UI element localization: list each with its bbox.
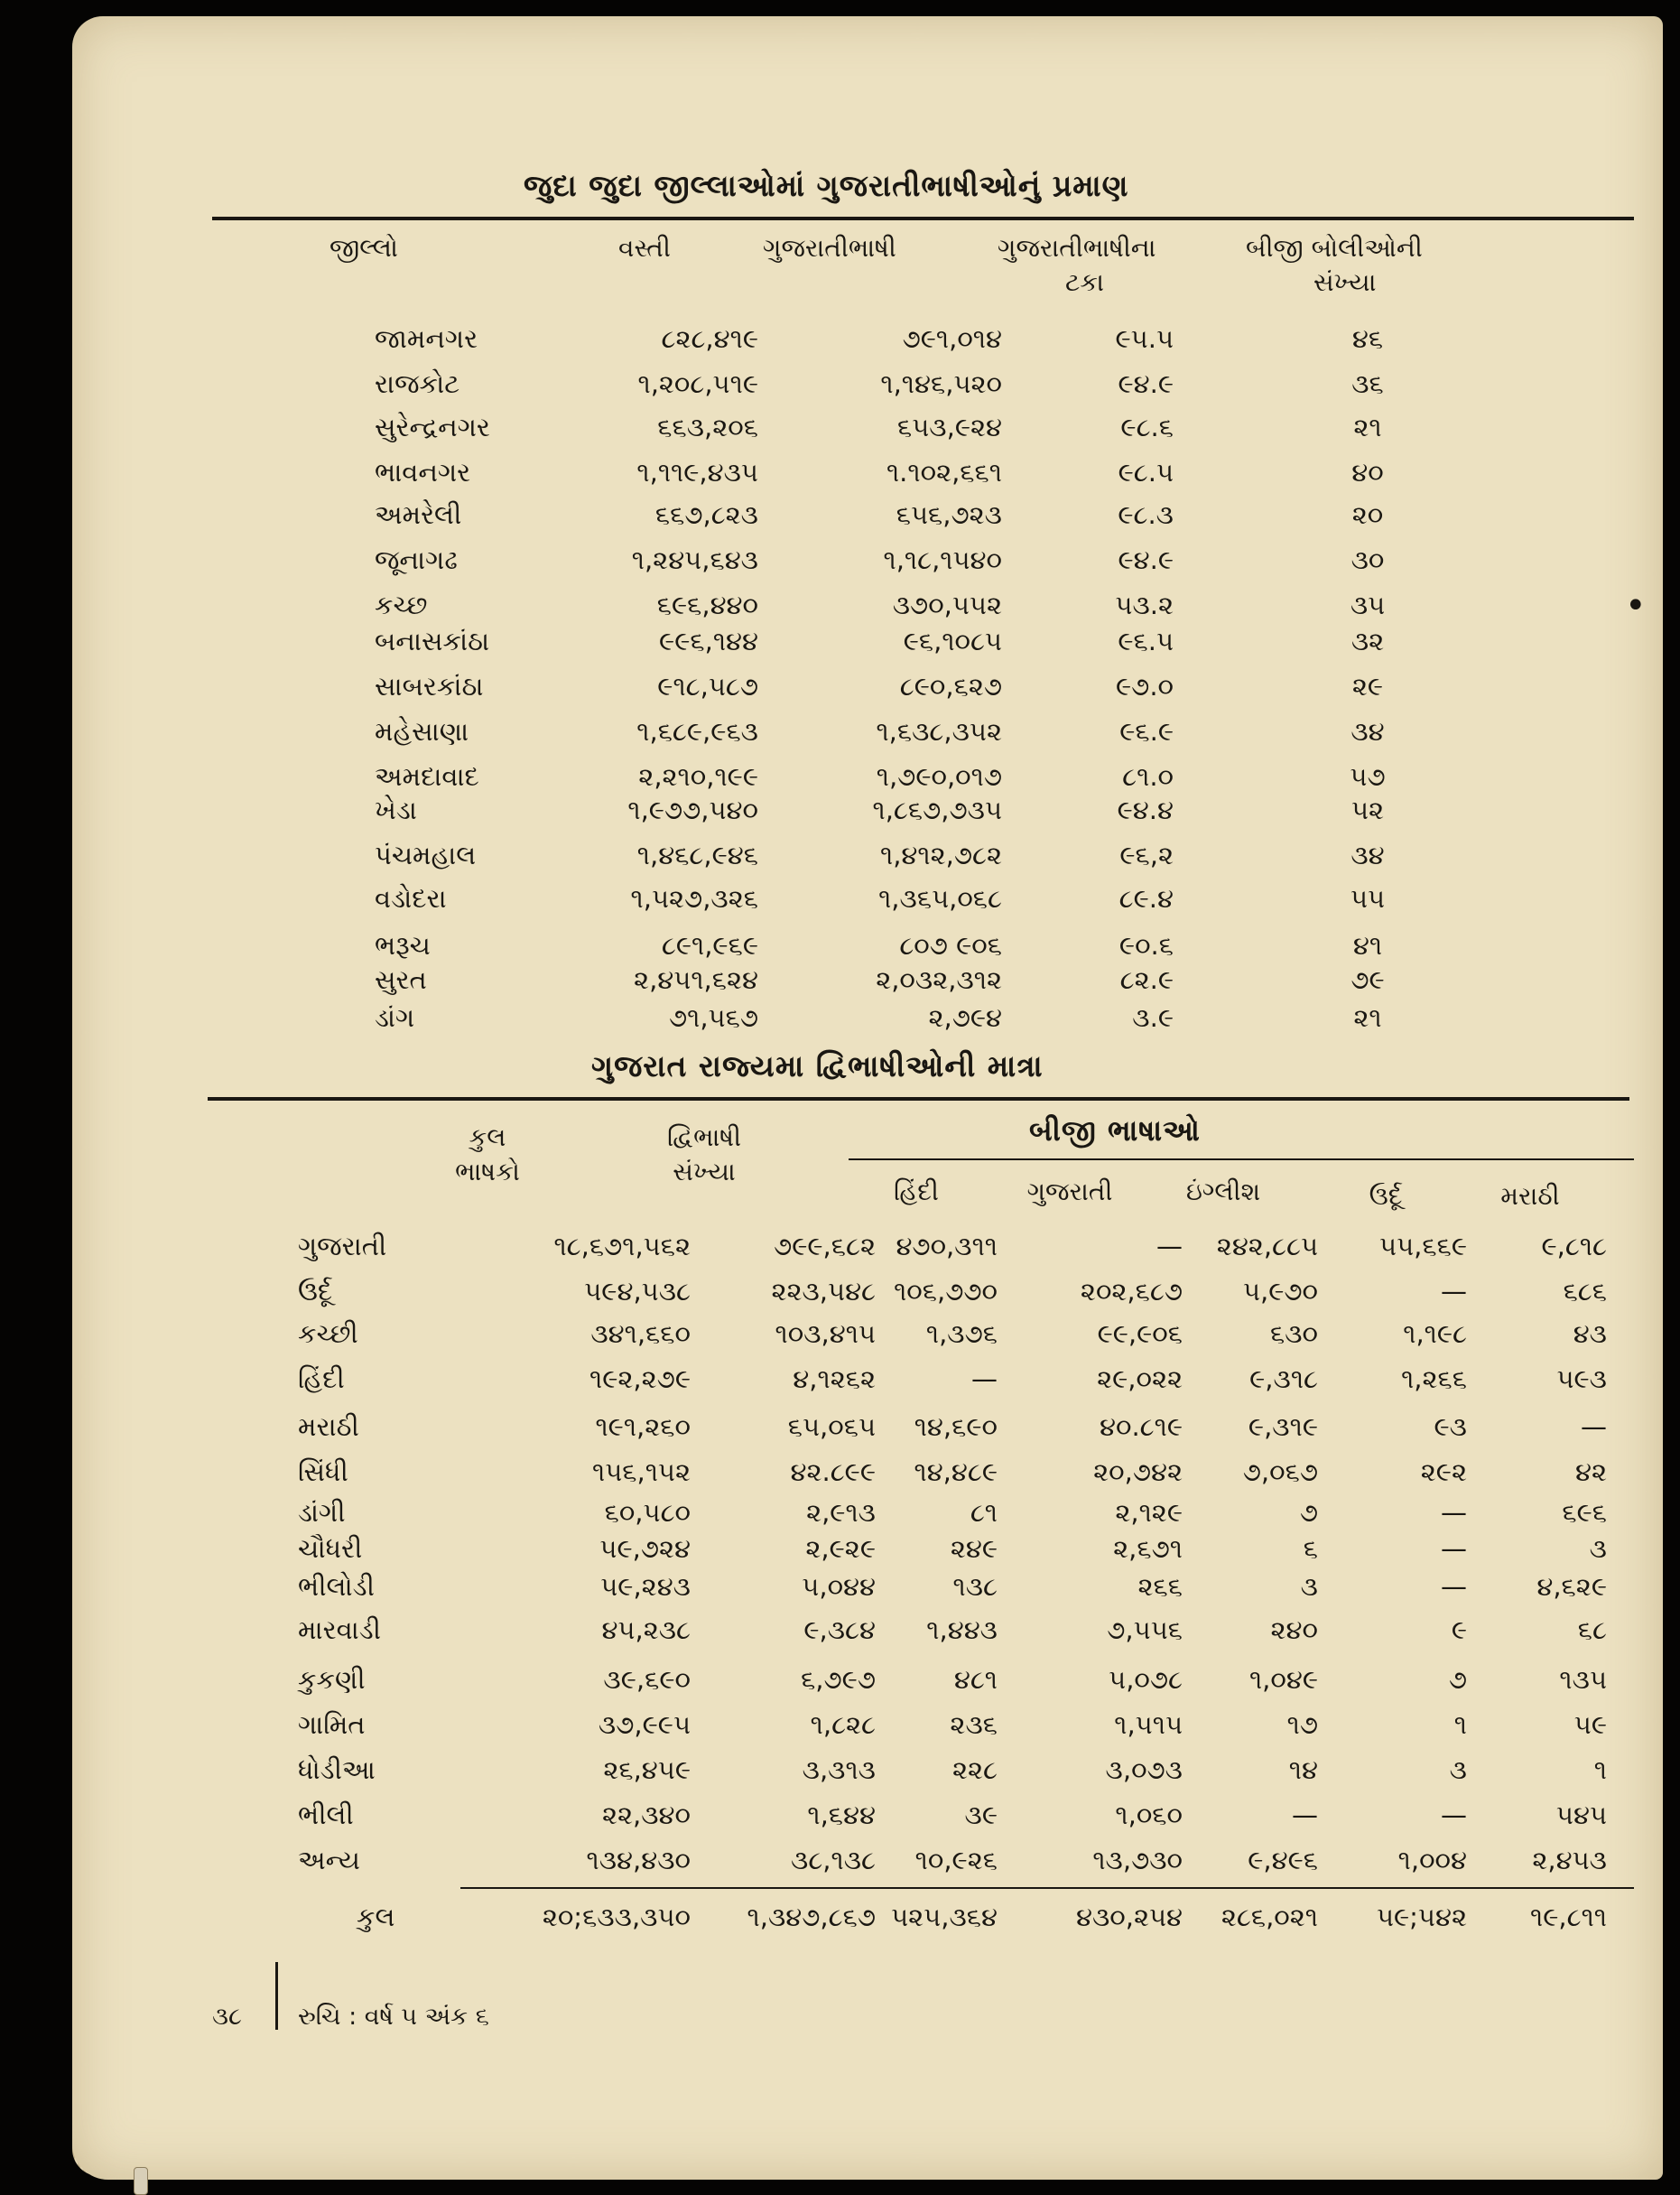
t2-cell-bilingual: ૨,૯૨૯ xyxy=(805,1533,876,1564)
t1-row xyxy=(72,412,1663,448)
t2-cell-total: ૩૭,૯૯૫ xyxy=(598,1709,691,1740)
t2-cell-hindi: ૧,૪૪૩ xyxy=(926,1614,998,1645)
t2-cell-gujarati: ૨,૧૨૯ xyxy=(1115,1497,1183,1528)
t2-row xyxy=(72,1363,1663,1400)
t2-cell-total: ૧૯૧,૨૬૦ xyxy=(595,1411,691,1442)
t2-cell-lang: મારવાડી xyxy=(298,1614,381,1645)
t1-cell-population: ૧,૯૭૭,૫૪૦ xyxy=(627,795,758,825)
t2-cell-english: ૬ xyxy=(1303,1533,1318,1564)
t1-cell-population: ૧,૨૦૮,૫૧૯ xyxy=(637,368,758,399)
t2-cell-urdu: ૯ xyxy=(1451,1614,1467,1645)
t1-cell-dialects: ૨૧ xyxy=(1353,412,1382,442)
t2-cell-marathi: ૫૯૩ xyxy=(1556,1363,1607,1394)
t2-cell-total: ૧૮,૬૭૧,૫૬૨ xyxy=(553,1231,691,1261)
t1-cell-gujarati: ૬૫૩,૯૨૪ xyxy=(897,412,1002,442)
t2-cell-english: ૨૪૦ xyxy=(1270,1614,1318,1645)
t1-cell-population: ૧,૨૪૫,૬૪૩ xyxy=(631,544,758,575)
t2-cell-total: ૫૯,૭૨૪ xyxy=(599,1533,691,1564)
t2-row xyxy=(72,1231,1663,1267)
t2-cell-bilingual: ૬૫,૦૬૫ xyxy=(787,1411,876,1442)
t2-cell-total: ૧૩૪,૪૩૦ xyxy=(586,1845,691,1875)
t1-cell-district: અમરેલી xyxy=(375,499,462,530)
t2-cell-lang: ઉર્દૂ xyxy=(298,1276,333,1307)
t1-header-district: જીલ્લો xyxy=(330,233,398,263)
t2-header-marathi: મરાઠી xyxy=(1500,1181,1560,1211)
t1-cell-gujarati: ૮૦૭ ૯૦૬ xyxy=(899,930,1002,961)
t2-cell-marathi: ૪૨ xyxy=(1574,1456,1607,1487)
table1-title: જુદા જુદા જીલ્લાઓમાં ગુજરાતીભાષીઓનું પ્રમાણ xyxy=(524,168,1129,203)
t1-cell-dialects: ૩૪ xyxy=(1350,840,1385,870)
t2-cell-english: ૯,૩૧૯ xyxy=(1248,1411,1318,1442)
t1-cell-population: ૧,૫૨૭,૩૨૬ xyxy=(630,883,758,914)
t2-cell-lang: હિંદી xyxy=(298,1363,345,1394)
t2-cell-marathi: ૬૯૬ xyxy=(1562,1497,1607,1528)
t2-subheader-rule xyxy=(849,1158,1634,1160)
t1-cell-district: વડોદરા xyxy=(375,883,447,914)
t1-cell-population: ૨,૪૫૧,૬૨૪ xyxy=(634,964,758,995)
t2-cell-english: ૭,૦૬૭ xyxy=(1242,1456,1318,1487)
t2-cell-bilingual: ૬,૭૯૭ xyxy=(801,1664,876,1695)
t2-cell-marathi: ૫૪૫ xyxy=(1555,1800,1607,1830)
t1-cell-gujarati: ૯૬,૧૦૮૫ xyxy=(903,626,1002,656)
t2-row xyxy=(72,1533,1663,1569)
t2-cell-hindi: ૪૭૦,૩૧૧ xyxy=(896,1231,998,1261)
t2-row xyxy=(72,1664,1663,1700)
t2-cell-gujarati: ૯૯,૯૦૬ xyxy=(1097,1318,1183,1349)
t2-cell-english: ૨૪૨,૮૮૫ xyxy=(1216,1231,1318,1261)
t1-cell-dialects: ૨૧ xyxy=(1353,1002,1382,1033)
t2-row xyxy=(72,1318,1663,1354)
t2-cell-gujarati: ૪૦.૮૧૯ xyxy=(1100,1411,1183,1442)
t2-cell-marathi: — xyxy=(1581,1411,1607,1442)
t2-cell-hindi: ૩૯ xyxy=(964,1800,998,1830)
t2-cell-total: ૪૫,૨૩૮ xyxy=(601,1614,691,1645)
t2-cell-marathi: ૩ xyxy=(1589,1533,1607,1564)
t2-cell-lang: ભીલોડી xyxy=(298,1571,375,1602)
t2-total-urdu: ૫૯;૫૪૨ xyxy=(1376,1902,1467,1932)
t2-cell-english: ૩ xyxy=(1300,1571,1318,1602)
t2-cell-bilingual: ૨,૯૧૩ xyxy=(806,1497,876,1528)
t2-row xyxy=(72,1754,1663,1790)
t1-header-other-dialects-1: બીજી બોલીઓની xyxy=(1246,233,1423,263)
t1-cell-gujarati: ૧,૩૬૫,૦૬૮ xyxy=(878,883,1002,914)
t2-cell-urdu: ૯૩ xyxy=(1434,1411,1467,1442)
t1-cell-district: રાજકોટ xyxy=(375,368,460,399)
t2-cell-gujarati: ૩,૦૭૩ xyxy=(1105,1754,1183,1785)
t2-cell-urdu: ૧,૧૯૮ xyxy=(1403,1318,1467,1349)
t2-cell-gujarati: ૨૦૨,૬૮૭ xyxy=(1080,1276,1183,1307)
t1-cell-percent: ૯૫.૫ xyxy=(1115,323,1174,354)
t2-cell-marathi: ૧ xyxy=(1593,1754,1607,1785)
t1-row xyxy=(72,761,1663,797)
t1-cell-dialects: ૨૦ xyxy=(1351,499,1384,530)
t2-cell-bilingual: ૧૦૩,૪૧૫ xyxy=(775,1318,876,1349)
t1-cell-dialects: ૩૬ xyxy=(1351,368,1384,399)
t1-cell-dialects: ૫૨ xyxy=(1350,795,1385,825)
t1-cell-gujarati: ૮૯૦,૬૨૭ xyxy=(899,671,1002,702)
t2-cell-lang: ગામિત xyxy=(298,1709,366,1740)
t1-cell-gujarati: ૧,૮૬૭,૭૩૫ xyxy=(872,795,1002,825)
t2-cell-urdu: ૫૫,૬૬૯ xyxy=(1379,1231,1467,1261)
t2-total-bilingual: ૧,૩૪૭,૮૬૭ xyxy=(747,1902,876,1932)
t2-cell-lang: મરાઠી xyxy=(298,1411,359,1442)
t1-cell-gujarati: ૨,૦૩૨,૩૧૨ xyxy=(876,964,1002,995)
page-number: ૩૮ xyxy=(212,2003,242,2031)
t2-cell-lang: કચ્છી xyxy=(298,1318,358,1349)
t2-cell-marathi: ૬૮૬ xyxy=(1563,1276,1607,1307)
t2-cell-bilingual: ૧,૮૨૮ xyxy=(810,1709,876,1740)
t2-cell-total: ૫૯,૨૪૩ xyxy=(600,1571,691,1602)
t2-total-rule xyxy=(460,1887,1634,1889)
t1-cell-percent: ૯૮.૩ xyxy=(1118,499,1174,530)
t1-cell-percent: ૮૯.૪ xyxy=(1118,883,1174,914)
t1-row xyxy=(72,590,1663,626)
t1-cell-district: ડાંગ xyxy=(375,1002,415,1033)
t2-header-total-speakers-1: કુલ xyxy=(469,1122,506,1152)
t1-cell-percent: ૯૪.૪ xyxy=(1117,795,1174,825)
t1-header-percent-1: ગુજરાતીભાષીના xyxy=(998,233,1156,263)
t2-header-hindi: હિંદી xyxy=(894,1177,939,1206)
t1-cell-dialects: ૭૯ xyxy=(1350,964,1385,995)
t2-cell-hindi: ૧,૩૭૬ xyxy=(925,1318,998,1349)
t1-row xyxy=(72,883,1663,919)
t2-header-bilingual-1: દ્વિભાષી xyxy=(666,1122,741,1152)
t1-cell-percent: ૯૬,૨ xyxy=(1119,840,1174,870)
t1-header-population: વસ્તી xyxy=(618,233,671,263)
t2-cell-hindi: ૨૩૬ xyxy=(950,1709,998,1740)
t2-cell-english: ૯,૪૯૬ xyxy=(1248,1845,1318,1875)
t2-cell-bilingual: ૩૮,૧૩૮ xyxy=(791,1845,876,1875)
t1-cell-percent: ૯૮.૬ xyxy=(1120,412,1174,442)
t1-cell-percent: ૯૬.૫ xyxy=(1118,626,1174,656)
t1-cell-population: ૬૬૭,૮૨૩ xyxy=(654,499,758,530)
t2-cell-gujarati: ૫,૦૭૮ xyxy=(1109,1664,1183,1695)
t2-cell-marathi: ૪,૬૨૯ xyxy=(1536,1571,1607,1602)
t2-cell-hindi: ૨૪૯ xyxy=(950,1533,998,1564)
t2-cell-urdu: ૩ xyxy=(1449,1754,1467,1785)
t1-cell-gujarati: ૨,૭૯૪ xyxy=(928,1002,1002,1033)
t2-cell-hindi: — xyxy=(971,1363,998,1394)
t2-cell-total: ૩૪૧,૬૬૦ xyxy=(590,1318,691,1349)
t1-cell-population: ૮૨૮,૪૧૯ xyxy=(661,323,758,354)
t2-cell-bilingual: ૭૯૯,૬૮૨ xyxy=(774,1231,876,1261)
t1-cell-district: અમદાવાદ xyxy=(375,761,479,792)
t1-cell-dialects: ૫૭ xyxy=(1350,761,1386,792)
t2-cell-urdu: ૧,૨૬૬ xyxy=(1401,1363,1467,1394)
t2-cell-total: ૨૬,૪૫૯ xyxy=(603,1754,691,1785)
t1-cell-percent: ૯૬.૯ xyxy=(1119,716,1174,747)
t2-cell-english: ૫,૯૭૦ xyxy=(1242,1276,1318,1307)
t2-cell-bilingual: ૧,૬૪૪ xyxy=(807,1800,876,1830)
t1-cell-dialects: ૪૦ xyxy=(1351,457,1384,488)
t2-cell-gujarati: ૨૬૬ xyxy=(1137,1571,1183,1602)
t2-row xyxy=(72,1845,1663,1881)
t1-cell-gujarati: ૧,૧૪૬,૫૨૦ xyxy=(880,368,1002,399)
t2-cell-english: ૧૭ xyxy=(1286,1709,1318,1740)
t2-cell-english: ૭ xyxy=(1299,1497,1318,1528)
t1-row xyxy=(72,457,1663,493)
t2-cell-marathi: ૧૩૫ xyxy=(1559,1664,1607,1695)
t1-cell-population: ૬૯૬,૪૪૦ xyxy=(656,590,758,620)
t2-row xyxy=(72,1411,1663,1447)
t2-cell-marathi: ૬૮ xyxy=(1577,1614,1607,1645)
t1-cell-district: ભરૂચ xyxy=(375,930,431,961)
t2-cell-lang: સિંધી xyxy=(298,1456,348,1487)
t2-cell-bilingual: ૯,૩૮૪ xyxy=(803,1614,876,1645)
t1-cell-percent: ૯૦.૬ xyxy=(1118,930,1174,961)
t2-cell-urdu: ૧,૦૦૪ xyxy=(1397,1845,1467,1875)
t2-cell-total: ૬૦,૫૮૦ xyxy=(604,1497,691,1528)
footer-divider xyxy=(275,1962,278,2030)
t1-cell-district: કચ્છ xyxy=(375,590,428,620)
t2-cell-bilingual: ૪,૧૨૬૨ xyxy=(793,1363,876,1394)
t2-cell-lang: ગુજરાતી xyxy=(298,1231,387,1261)
t2-row xyxy=(72,1497,1663,1533)
t2-cell-lang: કુકણી xyxy=(298,1664,366,1695)
t2-cell-hindi: ૪૮૧ xyxy=(953,1664,998,1695)
t2-cell-hindi: ૧૪,૪૮૯ xyxy=(914,1456,998,1487)
table1-top-rule xyxy=(212,217,1634,220)
t1-cell-percent: ૫૩.૨ xyxy=(1115,590,1174,620)
t1-cell-population: ૨,૨૧૦,૧૯૯ xyxy=(638,761,758,792)
t2-cell-english: ૧,૦૪૯ xyxy=(1248,1664,1318,1695)
t2-cell-lang: ધોડીઆ xyxy=(298,1754,376,1785)
t2-cell-hindi: ૨૨૮ xyxy=(952,1754,998,1785)
t1-cell-district: સુરેન્દ્રનગર xyxy=(375,412,490,442)
t2-cell-lang: ચૌધરી xyxy=(298,1533,363,1564)
t2-cell-urdu: — xyxy=(1441,1497,1467,1528)
t1-cell-dialects: ૨૯ xyxy=(1351,671,1384,702)
t1-cell-gujarati: ૧,૬૩૮,૩૫૨ xyxy=(876,716,1002,747)
t1-cell-district: ખેડા xyxy=(375,795,417,825)
t1-row xyxy=(72,671,1663,707)
t1-cell-district: સાબરકાંઠા xyxy=(375,671,484,702)
t1-cell-district: જૂનાગઢ xyxy=(375,544,458,575)
t2-row xyxy=(72,1571,1663,1607)
t2-cell-hindi: ૧૦,૯૨૬ xyxy=(914,1845,998,1875)
t1-cell-population: ૧,૧૧૯,૪૩૫ xyxy=(636,457,758,488)
t2-cell-total: ૨૨,૩૪૦ xyxy=(601,1800,691,1830)
t1-cell-gujarati: ૧,૭૯૦,૦૧૭ xyxy=(876,761,1002,792)
t2-cell-lang: ડાંગી xyxy=(298,1497,346,1528)
t2-row xyxy=(72,1614,1663,1651)
t2-cell-gujarati: ૨૦,૭૪૨ xyxy=(1093,1456,1183,1487)
t2-cell-gujarati: ૨,૬૭૧ xyxy=(1113,1533,1183,1564)
t1-row xyxy=(72,368,1663,405)
t2-cell-urdu: ૨૯૨ xyxy=(1420,1456,1467,1487)
t1-cell-population: ૮૯૧,૯૬૯ xyxy=(661,930,758,961)
t1-cell-dialects: ૫૫ xyxy=(1350,883,1386,914)
t2-cell-hindi: ૧૦૬,૭૭૦ xyxy=(894,1276,998,1307)
t1-cell-percent: ૯૭.૦ xyxy=(1116,671,1174,702)
t1-cell-district: સુરત xyxy=(375,964,427,995)
t1-cell-district: બનાસકાંઠા xyxy=(375,626,490,656)
t2-cell-total: ૧૯૨,૨૭૯ xyxy=(589,1363,691,1394)
t2-cell-gujarati: — xyxy=(1156,1231,1183,1261)
t2-header-gujarati: ગુજરાતી xyxy=(1026,1177,1113,1206)
t1-cell-gujarati: ૧.૧૦૨,૬૬૧ xyxy=(886,457,1002,488)
t1-cell-gujarati: ૩૭૦,૫૫૨ xyxy=(892,590,1002,620)
t2-cell-english: ૯,૩૧૮ xyxy=(1249,1363,1318,1394)
t2-cell-marathi: ૯,૮૧૮ xyxy=(1541,1231,1607,1261)
t1-cell-population: ૧,૬૮૯,૯૬૩ xyxy=(636,716,758,747)
t1-cell-dialects: ૩૪ xyxy=(1350,716,1385,747)
t1-row xyxy=(72,626,1663,662)
t2-cell-urdu: — xyxy=(1441,1276,1467,1307)
t2-cell-urdu: — xyxy=(1441,1571,1467,1602)
t2-total-label: કુલ xyxy=(357,1902,395,1932)
t2-cell-gujarati: ૭,૫૫૬ xyxy=(1107,1614,1183,1645)
t2-total-gujarati: ૪૩૦,૨૫૪ xyxy=(1075,1902,1183,1932)
page xyxy=(72,16,1663,2180)
t2-cell-marathi: ૫૯ xyxy=(1573,1709,1607,1740)
t1-cell-dialects: ૩૦ xyxy=(1350,544,1385,575)
t1-row xyxy=(72,323,1663,359)
table2-top-rule xyxy=(208,1097,1629,1101)
t1-cell-percent: ૯૪.૯ xyxy=(1118,368,1174,399)
t2-cell-urdu: — xyxy=(1441,1533,1467,1564)
t2-cell-gujarati: ૨૯,૦૨૨ xyxy=(1097,1363,1183,1394)
table2-title: ગુજરાત રાજ્યમા દ્વિભાષીઓની માત્રા xyxy=(591,1048,1044,1084)
t1-cell-dialects: ૩૨ xyxy=(1350,626,1385,656)
t2-cell-total: ૩૯,૬૯૦ xyxy=(603,1664,691,1695)
t1-cell-gujarati: ૭૯૧,૦૧૪ xyxy=(902,323,1002,354)
t2-cell-english: ૧૪ xyxy=(1288,1754,1318,1785)
t2-row xyxy=(72,1800,1663,1836)
t1-cell-population: ૬૬૩,૨૦૬ xyxy=(657,412,758,442)
t1-cell-district: ભાવનગર xyxy=(375,457,471,488)
margin-mark: • xyxy=(1625,585,1647,627)
t1-row xyxy=(72,964,1663,1000)
t2-cell-bilingual: ૫,૦૪૪ xyxy=(802,1571,876,1602)
t1-cell-percent: ૯૮.૫ xyxy=(1118,457,1174,488)
t2-cell-urdu: — xyxy=(1441,1800,1467,1830)
t2-cell-urdu: ૭ xyxy=(1448,1664,1467,1695)
t1-cell-district: મહેસાણા xyxy=(375,716,469,747)
t1-cell-dialects: ૩૫ xyxy=(1350,590,1386,620)
t2-cell-hindi: ૧૩૮ xyxy=(952,1571,998,1602)
t1-cell-population: ૯૯૬,૧૪૪ xyxy=(659,626,758,656)
t1-row xyxy=(72,795,1663,831)
t2-cell-total: ૫૯૪,૫૩૮ xyxy=(584,1276,691,1307)
t1-cell-percent: ૩.૯ xyxy=(1132,1002,1174,1033)
t2-row xyxy=(72,1709,1663,1745)
t2-cell-gujarati: ૧૩,૭૩૦ xyxy=(1092,1845,1183,1875)
footer-issue: રુચિ : વર્ષ ૫ અંક ૬ xyxy=(298,2003,489,2031)
t1-cell-dialects: ૪૬ xyxy=(1351,323,1384,354)
bookmark-ribbon xyxy=(134,2167,148,2195)
t2-cell-bilingual: ૩,૩૧૩ xyxy=(802,1754,876,1785)
t1-cell-percent: ૮૧.૦ xyxy=(1122,761,1174,792)
t2-total-hindi: ૫૨૫,૩૬૪ xyxy=(891,1902,998,1932)
t1-header-other-dialects-2: સંખ્યા xyxy=(1313,267,1377,297)
t1-cell-district: જામનગર xyxy=(375,323,478,354)
t2-header-bilingual-2: સંખ્યા xyxy=(673,1157,736,1186)
t1-row xyxy=(72,840,1663,876)
t2-cell-marathi: ૨,૪૫૩ xyxy=(1532,1845,1607,1875)
t1-cell-dialects: ૪૧ xyxy=(1352,930,1383,961)
t2-header-total-speakers-2: ભાષકો xyxy=(455,1157,520,1186)
t1-cell-percent: ૮૨.૯ xyxy=(1119,964,1174,995)
t1-cell-gujarati: ૬૫૬,૭૨૩ xyxy=(896,499,1002,530)
t1-cell-population: ૭૧,૫૬૭ xyxy=(668,1002,758,1033)
t2-header-urdu: ઉર્દૂ xyxy=(1369,1181,1403,1211)
t1-row xyxy=(72,499,1663,535)
t1-cell-percent: ૯૪.૯ xyxy=(1118,544,1174,575)
t2-cell-hindi: ૧૪,૬૯૦ xyxy=(914,1411,998,1442)
t2-row xyxy=(72,1456,1663,1493)
t1-header-percent-2: ટકા xyxy=(1065,267,1104,297)
t2-cell-english: ૬૩૦ xyxy=(1269,1318,1318,1349)
t2-cell-english: — xyxy=(1292,1800,1318,1830)
t2-cell-lang: અન્ય xyxy=(298,1845,360,1875)
t1-row xyxy=(72,544,1663,581)
t2-row xyxy=(72,1276,1663,1312)
t1-cell-population: ૯૧૮,૫૮૭ xyxy=(657,671,758,702)
t1-header-gujarati-speakers: ગુજરાતીભાષી xyxy=(763,233,896,263)
t2-total-marathi: ૧૯,૮૧૧ xyxy=(1530,1902,1607,1932)
t1-row xyxy=(72,930,1663,966)
t2-cell-marathi: ૪૩ xyxy=(1573,1318,1607,1349)
t2-cell-hindi: ૮૧ xyxy=(970,1497,998,1528)
t1-cell-gujarati: ૧,૪૧૨,૭૮૨ xyxy=(880,840,1002,870)
t2-cell-bilingual: ૨૨૩,૫૪૮ xyxy=(771,1276,876,1307)
t2-header-other-languages: બીજી ભાષાઓ xyxy=(1029,1113,1201,1148)
t2-cell-urdu: ૧ xyxy=(1453,1709,1467,1740)
t1-row xyxy=(72,1002,1663,1038)
t2-cell-lang: ભીલી xyxy=(298,1800,354,1830)
t1-cell-district: પંચમહાલ xyxy=(375,840,477,870)
t2-header-english: ઇંગ્લીશ xyxy=(1185,1177,1261,1206)
t1-row xyxy=(72,716,1663,752)
t2-total-english: ૨૮૬,૦૨૧ xyxy=(1221,1902,1318,1932)
t1-cell-population: ૧,૪૬૮,૯૪૬ xyxy=(636,840,758,870)
t1-cell-gujarati: ૧,૧૮,૧૫૪૦ xyxy=(883,544,1002,575)
t2-cell-gujarati: ૧,૫૧૫ xyxy=(1114,1709,1183,1740)
t2-cell-total: ૧૫૬,૧૫૨ xyxy=(591,1456,691,1487)
t2-total-total: ૨૦;૬૩૩,૩૫૦ xyxy=(542,1902,691,1932)
t2-cell-gujarati: ૧,૦૬૦ xyxy=(1115,1800,1183,1830)
t2-cell-bilingual: ૪૨.૮૯૯ xyxy=(790,1456,876,1487)
